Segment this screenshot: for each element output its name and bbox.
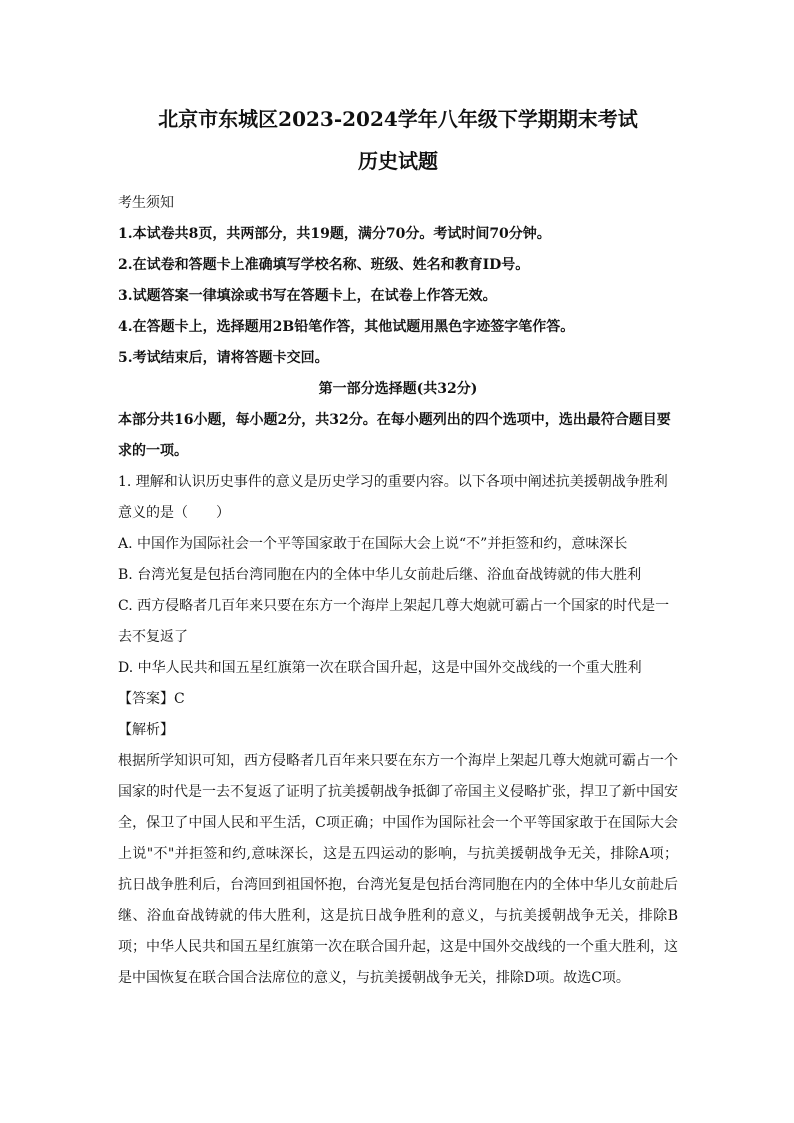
question-stem: 1. 理解和认识历史事件的意义是历史学习的重要内容。以下各项中阐述抗美援朝战争胜利意义的是（ ） bbox=[118, 474, 668, 521]
option-d: D. 中华人民共和国五星红旗第一次在联合国升起，这是中国外交战线的一个重大胜利 bbox=[118, 660, 642, 676]
section-description: 本部分共16小题，每小题2分，共32分。在每小题列出的四个选项中，选出最符合题目要求的一项。 bbox=[118, 412, 671, 459]
analysis-label: 【解析】 bbox=[118, 722, 174, 738]
notice-rule: 4.在答题卡上，选择题用2B铅笔作答，其他试题用黑色字迹签字笔作答。 bbox=[118, 319, 575, 335]
notice-rule: 1.本试卷共8页，共两部分，共19题，满分70分。考试时间70分钟。 bbox=[118, 226, 551, 242]
exam-subtitle: 历史试题 bbox=[358, 149, 438, 173]
notice-heading: 考生须知 bbox=[118, 195, 174, 211]
notice-rule: 3.试题答案一律填涂或书写在答题卡上，在试卷上作答无效。 bbox=[118, 288, 497, 304]
option-c: C. 西方侵略者几百年来只要在东方一个海岸上架起几尊大炮就可霸占一个国家的时代是一去不复返了 bbox=[118, 598, 670, 645]
option-b: B. 台湾光复是包括台湾同胞在内的全体中华儿女前赴后继、浴血奋战铸就的伟大胜利 bbox=[118, 567, 642, 583]
exam-title: 北京市东城区2023-2024学年八年级下学期期末考试 bbox=[158, 107, 638, 131]
answer: 【答案】C bbox=[118, 691, 185, 707]
notice-rule: 5.考试结束后，请将答题卡交回。 bbox=[118, 350, 329, 366]
section-title: 第一部分选择题(共32分) bbox=[318, 381, 478, 397]
notice-rule: 2.在试卷和答题卡上准确填写学校名称、班级、姓名和教育ID号。 bbox=[118, 257, 530, 273]
analysis-text: 根据所学知识可知，西方侵略者几百年来只要在东方一个海岸上架起几尊大炮就可霸占一个国家的时代是一去不复返了证明了抗美援朝战争抵御了帝国主义侵略扩张，捍卫了新中国安全，保卫了中国人民和平生活，C项正确；中国作为国际社会一个平等国家敢于在国际大会上说"不"并拒签和约,意味深长，这是五四运动的影响，与抗美援朝战争无关，排除A项； 抗日战争胜利后，台湾回到祖国怀抱，台湾光复是包括台湾同胞在内的全体中华儿女前赴后继、浴血奋战铸就的伟大胜利，这是抗日战争胜利的意义，与抗美援朝战争无关，排除B项；中华人民共和国五星红旗第一次在联合国升起，这是中国外交战线的一个重大胜利，这是中国恢复在联合国合法席位的意义，与抗美援朝战争无关，排除D项。故选C项。 bbox=[118, 753, 678, 986]
option-a: A. 中国作为国际社会一个平等国家敢于在国际大会上说“不”并拒签和约，意味深长 bbox=[118, 536, 628, 552]
